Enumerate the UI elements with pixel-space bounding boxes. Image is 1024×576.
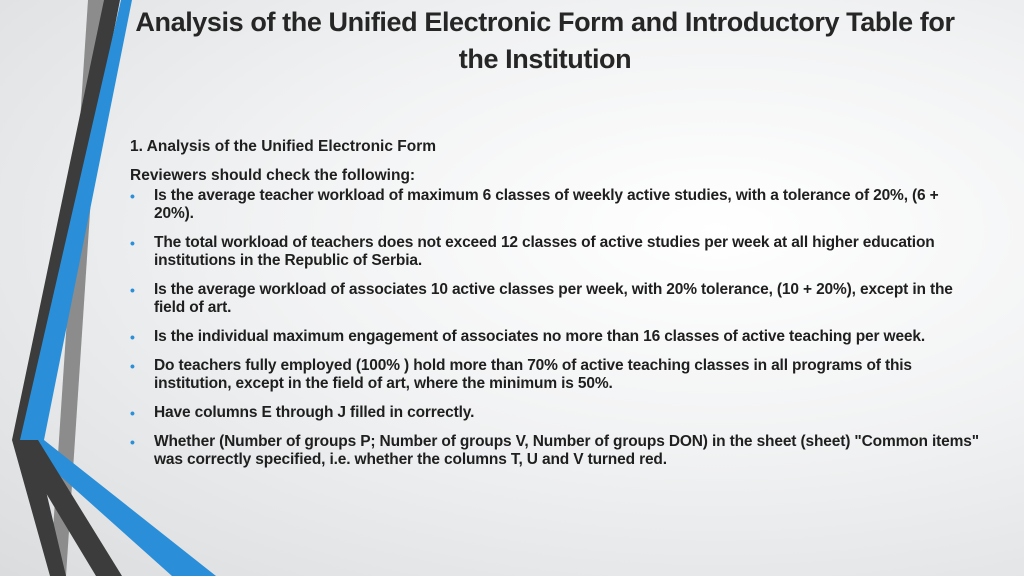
bullet-icon: •	[130, 188, 135, 204]
list-item	[130, 433, 980, 469]
list-item	[130, 357, 980, 393]
list-item	[130, 404, 980, 422]
bullet-icon: •	[130, 235, 135, 251]
bullet-text: Is the average workload of associates 10 active classes per week, with 20% tolerance, (10 + 20%), except in the field of art.	[154, 281, 953, 316]
list-item	[130, 281, 980, 317]
bullet-icon: •	[130, 358, 135, 374]
bullet-text: Have columns E through J filled in correctly.	[154, 404, 475, 421]
section-heading: 1. Analysis of the Unified Electronic Form	[130, 138, 437, 155]
bullet-icon: •	[130, 282, 135, 298]
bullet-text: Is the individual maximum engagement of associates no more than 16 classes of active teaching per week.	[154, 328, 926, 345]
bullet-icon: •	[130, 329, 135, 345]
slide-title: Analysis of the Unified Electronic Form and Introductory Table for the Institution	[135, 7, 955, 74]
bullet-icon: •	[130, 405, 135, 421]
bullet-text: The total workload of teachers does not exceed 12 classes of active studies per week at all higher education institutions in the Republic of Serbia.	[154, 234, 935, 269]
list-item	[130, 234, 980, 270]
bullet-list	[130, 187, 980, 469]
slide-content	[130, 137, 980, 480]
list-item	[130, 328, 980, 346]
bullet-icon: •	[130, 434, 135, 450]
list-item	[130, 187, 980, 223]
bullet-text: Do teachers fully employed (100% ) hold more than 70% of active teaching classes in all programs of this institution, except in the field of art, where the minimum is 50%.	[154, 357, 912, 392]
bullet-text: Whether (Number of groups P; Number of groups V, Number of groups DON) in the sheet (sheet) "Common items" was correctly specified, i.e. whether the columns T, U and V turned red.	[154, 433, 979, 468]
bullet-text: Is the average teacher workload of maximum 6 classes of weekly active studies, with a tolerance of 20%, (6 + 20%).	[154, 187, 939, 222]
intro-text: Reviewers should check the following:	[130, 167, 416, 184]
